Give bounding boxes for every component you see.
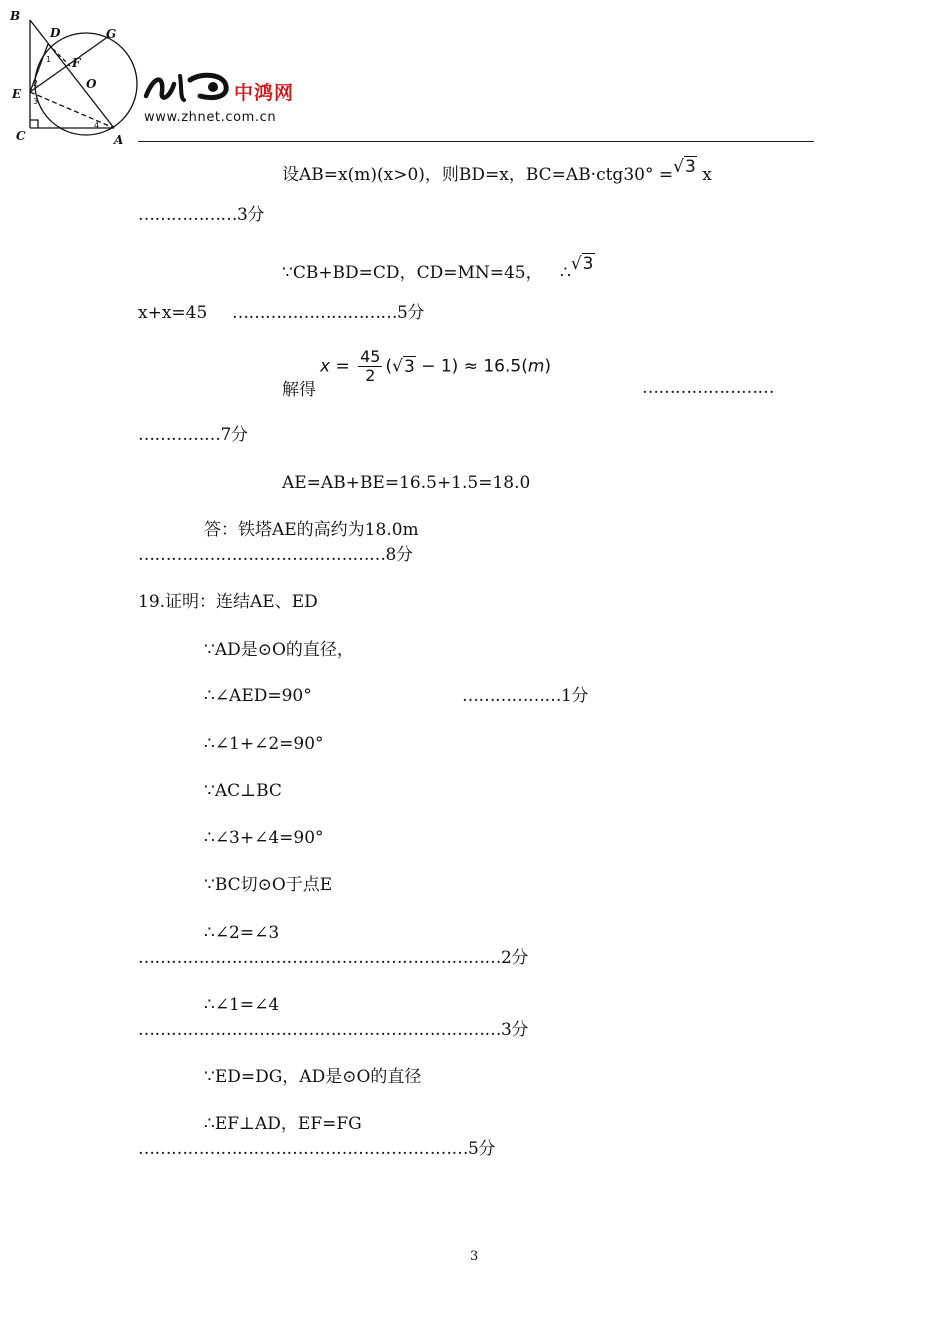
label-f: F [72, 56, 81, 70]
line-17: ∴∠2=∠3 [204, 923, 280, 943]
logo-mark [140, 70, 234, 106]
segment-eg [30, 36, 109, 92]
geometry-diagram [6, 6, 138, 146]
formula-sqrt-radicand: 3 [403, 356, 415, 377]
formula-eq: = [335, 356, 350, 377]
angle-2: 2 [33, 79, 39, 88]
line-21: ∵ED=DG，AD是⊙O的直径 [204, 1067, 422, 1087]
line-1 [282, 157, 712, 185]
line-11: ∵AD是⊙O的直径， [204, 640, 354, 660]
line-1-x: x [702, 165, 712, 185]
label-b: B [10, 9, 21, 23]
line-12-score: ………………1分 [462, 686, 588, 706]
sqrt-radicand: 3 [684, 157, 696, 177]
line-3: ∵CB+BD=CD，CD=MN=45， [282, 263, 543, 283]
line-23-score: ……………………………………………………5分 [138, 1139, 495, 1159]
line-5-formula [320, 348, 551, 385]
line-7: AE=AB+BE=16.5+1.5=18.0 [282, 473, 531, 493]
formula-fraction [358, 348, 382, 385]
formula-m: m [527, 356, 545, 377]
angle-3: 3 [33, 97, 39, 106]
formula-tail: − 1) ≈ 16.5( [421, 356, 528, 377]
line-14: ∵AC⊥BC [204, 781, 282, 801]
angle-1: 1 [46, 55, 52, 64]
label-o: O [86, 77, 97, 91]
line-5-dots: …………………… [642, 378, 774, 398]
label-c: C [16, 129, 26, 143]
sqrt-3-b: √3 [570, 254, 594, 274]
formula-x: x [320, 356, 331, 377]
angle-4: 4 [94, 121, 100, 130]
label-d: D [50, 26, 61, 40]
right-angle-mark [30, 120, 38, 128]
line-3-therefore [560, 254, 595, 283]
page-number: 3 [470, 1249, 479, 1264]
line-5-label: 解得 [282, 380, 316, 400]
line-12: ∴∠AED=90° [204, 686, 312, 706]
line-20-score: …………………………………………………………3分 [138, 1020, 528, 1040]
fraction-numerator: 45 [360, 347, 381, 366]
line-2-score: ………………3分 [138, 205, 264, 225]
line-4-score: …………………………5分 [232, 303, 424, 323]
line-19: ∴∠1=∠4 [204, 995, 280, 1015]
line-6-score: ……………7分 [138, 425, 248, 445]
line-1-text: 设AB=x(m)(x>0)，则BD=x，BC=AB·ctg30° = [282, 165, 674, 185]
line-18-score: …………………………………………………………2分 [138, 948, 528, 968]
label-a: A [114, 133, 124, 146]
logo-url: www.zhnet.com.cn [144, 110, 277, 125]
logo-text: 中鸿网 [234, 82, 295, 104]
formula-sqrt: √3 [392, 356, 415, 377]
fraction-denominator: 2 [365, 366, 376, 385]
line-8-answer: 答：铁塔AE的高约为18.0m [204, 520, 419, 540]
formula-open: ( [385, 356, 393, 377]
label-e: E [12, 87, 22, 101]
sqrt-radicand-b: 3 [582, 254, 594, 274]
therefore-symbol: ∴ [560, 263, 571, 283]
line-10-proof-title: 19.证明：连结AE、ED [138, 592, 318, 612]
formula-close: ) [544, 356, 552, 377]
sqrt-3: √3 [673, 157, 696, 177]
line-22: ∴EF⊥AD，EF=FG [204, 1114, 362, 1134]
label-g: G [106, 27, 117, 41]
line-15: ∴∠3+∠4=90° [204, 828, 324, 848]
line-13: ∴∠1+∠2=90° [204, 734, 324, 754]
line-9-score: ………………………………………8分 [138, 545, 413, 565]
header-rule [138, 141, 814, 142]
line-4-equation: x+x=45 [138, 303, 208, 323]
line-16: ∵BC切⊙O于点E [204, 875, 333, 895]
